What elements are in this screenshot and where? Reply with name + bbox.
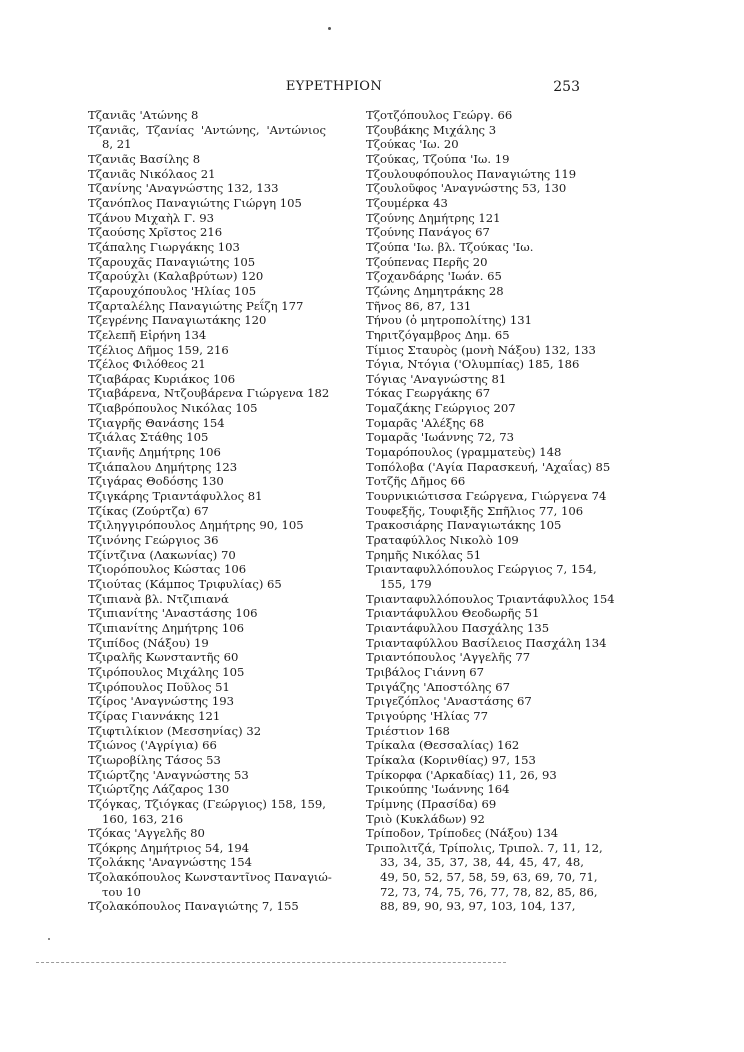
index-entry-text: Τζαρουχόπουλος 'Ηλίας 105 xyxy=(88,283,257,298)
index-entry xyxy=(88,870,332,899)
index-entry xyxy=(88,108,326,123)
index-entry xyxy=(88,255,326,270)
index-entry-text: Τομαρᾶς 'Αλέξης 68 xyxy=(366,415,485,430)
index-entry xyxy=(88,797,326,826)
index-entry xyxy=(366,269,584,284)
index-entry xyxy=(88,562,326,577)
index-entry xyxy=(88,841,326,856)
index-entry xyxy=(88,899,326,914)
index-entry-continuation: 49, 50, 52, 57, 58, 59, 63, 69, 70, 71, xyxy=(380,870,598,885)
index-entry xyxy=(88,401,326,416)
index-entry-continuation: του 10 xyxy=(102,884,141,899)
index-entry-text: Τρικούπης 'Ιωάννης 164 xyxy=(366,782,510,797)
index-entry-text: Τζιορόπουλος Κώστας 106 xyxy=(88,562,247,577)
index-entry-text: Τζούπενας Περῆς 20 xyxy=(366,254,488,269)
index-entry xyxy=(88,152,326,167)
index-entry-text: Τζαρουχᾶς Παναγιώτης 105 xyxy=(88,254,256,269)
index-entry-text: Τριβάλος Γιάννη 67 xyxy=(366,664,485,679)
index-entry xyxy=(88,181,326,196)
index-entry xyxy=(88,606,326,621)
index-entry-text: Τζίντζινα (Λακωνίας) 70 xyxy=(88,547,236,562)
index-entry xyxy=(366,797,584,812)
index-entry xyxy=(366,152,584,167)
index-entry-text: Τζανίνης 'Αναγνώστης 132, 133 xyxy=(88,181,279,196)
index-entry-text: Τζανιᾶς, Τζανίας 'Αντώνης, 'Αντώνιος xyxy=(88,122,326,137)
index-entry-text: Τομαζάκης Γεώργιος 207 xyxy=(366,401,516,416)
index-entry-text: Τζανόπλος Παναγιώτης Γιώργη 105 xyxy=(88,195,302,210)
index-entry-text: Τζουλουφόπουλος Παναγιώτης 119 xyxy=(366,166,577,181)
page-title: ΕΥΡΕΤΗΡΙΟΝ xyxy=(285,79,383,94)
index-entry-text: Τραταφύλλος Νικολὸ 109 xyxy=(366,533,519,548)
index-entry-text: Τζανιᾶς Νικόλαος 21 xyxy=(88,166,216,181)
index-entry xyxy=(366,386,584,401)
index-entry xyxy=(88,533,326,548)
scan-artifact-rule xyxy=(36,962,506,963)
index-entry xyxy=(88,504,326,519)
index-entry xyxy=(88,680,326,695)
index-entry-text: Τζιαβάρας Κυριάκος 106 xyxy=(88,371,236,386)
index-entry-text: Τζιληγγιρόπουλος Δημήτρης 90, 105 xyxy=(88,518,304,533)
index-entry-text: Τριέστιον 168 xyxy=(366,723,450,738)
index-entry xyxy=(366,768,584,783)
index-entry-text: Τζιφτιλίκιον (Μεσσηνίας) 32 xyxy=(88,723,262,738)
index-entry xyxy=(366,211,584,226)
index-entry xyxy=(366,518,584,533)
index-entry xyxy=(88,386,330,401)
index-entry-text: Τζιπιανὰ βλ. Ντζιπιανά xyxy=(88,591,229,606)
index-entry-text: Τζιαβρόπουλος Νικόλας 105 xyxy=(88,401,258,416)
index-entry xyxy=(366,401,584,416)
index-entry xyxy=(366,489,607,504)
index-entry xyxy=(366,621,584,636)
index-entry xyxy=(88,855,326,870)
index-entry xyxy=(366,459,611,475)
index-entry-text: Τομαρόπουλος (γραμματεὺς) 148 xyxy=(366,445,562,460)
index-entry xyxy=(88,768,326,783)
index-entry xyxy=(366,225,584,240)
index-entry-text: Τζανιᾶς 'Ατώνης 8 xyxy=(88,108,199,122)
index-entry-text: Τουρνικιώτισσα Γεώργενα, Γιώργενα 74 xyxy=(366,489,607,504)
index-entry-text: Τζώνης Δημητράκης 28 xyxy=(366,283,504,298)
index-entry-text: Τζολάκης 'Αναγνώστης 154 xyxy=(88,855,252,870)
index-entry xyxy=(366,196,584,211)
index-entry xyxy=(366,108,584,123)
index-entry xyxy=(366,724,584,739)
index-entry-text: Τρίκαλα (Κορινθίας) 97, 153 xyxy=(366,752,536,767)
index-entry-text: Τριαντάφυλλου Πασχάλης 135 xyxy=(366,620,550,635)
index-entry-text: Τζαρούχλι (Καλαβρύτων) 120 xyxy=(88,269,264,284)
index-entry-continuation: 8, 21 xyxy=(102,137,132,152)
index-entry xyxy=(88,416,326,431)
index-entry xyxy=(88,313,326,328)
index-entry xyxy=(88,636,326,651)
index-entry-text: Τριανταφυλλόπουλος Γεώργιος 7, 154, xyxy=(366,562,597,577)
index-entry-text: Τριγάζης 'Αποστόλης 67 xyxy=(366,679,510,694)
index-entry-text: Τριγεζόπλος 'Αναστάσης 67 xyxy=(366,694,532,709)
index-entry-text: Τριγούρης 'Ηλίας 77 xyxy=(366,708,488,723)
index-entry xyxy=(366,562,597,591)
index-entry-continuation: 33, 34, 35, 37, 38, 44, 45, 47, 48, xyxy=(380,855,584,870)
index-entry xyxy=(366,372,584,387)
index-entry xyxy=(366,342,596,358)
index-entry-text: Τζόγκας, Τζιόγκας (Γεώργιος) 158, 159, xyxy=(88,796,326,811)
index-entry-continuation: 88, 89, 90, 93, 97, 103, 104, 137, xyxy=(380,899,576,914)
index-entry-text: Τόκας Γεωργάκης 67 xyxy=(366,386,491,401)
index-entry-text: Τζιρόπουλος Μιχάλης 105 xyxy=(88,664,245,679)
index-entry xyxy=(88,430,326,445)
index-entry xyxy=(88,518,326,533)
index-entry xyxy=(366,665,584,680)
index-entry-text: Τζοτζόπουλος Γεώργ. 66 xyxy=(366,108,513,122)
index-entry xyxy=(366,445,584,460)
index-entry-text: Τζούπα 'Ιω. βλ. Τζούκας 'Ιω. xyxy=(366,239,534,254)
index-entry xyxy=(88,372,326,387)
index-entry xyxy=(88,196,326,211)
index-entry-text: Τήνου (ὁ μητροπολίτης) 131 xyxy=(366,313,533,328)
index-entry-text: Τζούκας, Τζούπα 'Ιω. 19 xyxy=(366,151,510,166)
index-entry xyxy=(366,123,584,138)
page-speck xyxy=(48,938,50,940)
index-entry xyxy=(88,782,326,797)
index-entry xyxy=(366,137,584,152)
index-entry xyxy=(88,650,326,665)
index-entry xyxy=(366,826,584,841)
index-entry xyxy=(88,489,326,504)
index-entry xyxy=(88,211,326,226)
index-entry-text: Τζιούτας (Κάμπος Τριφυλίας) 65 xyxy=(88,577,282,591)
index-entry xyxy=(366,738,584,753)
index-entry-continuation: 155, 179 xyxy=(380,577,432,591)
index-entry xyxy=(366,840,603,914)
index-entry xyxy=(88,577,326,592)
index-entry-text: Τρακοσιάρης Παναγιωτάκης 105 xyxy=(366,518,562,533)
index-entry xyxy=(366,709,584,724)
index-entry xyxy=(366,181,584,196)
index-entry xyxy=(88,621,326,636)
index-entry-text: Τζελεπῆ Εἰρήνη 134 xyxy=(88,327,207,342)
index-entry-text: Τζίρας Γιαννάκης 121 xyxy=(88,708,221,723)
index-entry xyxy=(88,724,326,739)
index-entry xyxy=(366,635,607,651)
index-entry-text: Τζέλιος Δῆμος 159, 216 xyxy=(88,342,229,357)
index-entry-text: Τῆνος 86, 87, 131 xyxy=(366,298,472,313)
index-entry-text: Τζίκας (Ζούρτζα) 67 xyxy=(88,503,209,518)
index-entry xyxy=(366,680,584,695)
index-entry xyxy=(366,548,584,563)
running-header xyxy=(88,79,580,99)
index-entry-text: Τοπόλοβα ('Αγία Παρασκευή, 'Αχαΐας) 85 xyxy=(366,459,611,474)
index-entry-text: Τζόκρης Δημήτριος 54, 194 xyxy=(88,840,250,855)
index-entry-text: Τζουμέρκα 43 xyxy=(366,195,448,210)
index-entry-text: Τριὸ (Κυκλάδων) 92 xyxy=(366,811,485,826)
index-entry-text: Τζέλος Φιλόθεος 21 xyxy=(88,357,206,372)
index-entry xyxy=(366,533,584,548)
index-entry-text: Τζιωροβίλης Τάσος 53 xyxy=(88,752,221,767)
index-entry xyxy=(88,592,326,607)
index-entry-continuation: 72, 73, 74, 75, 76, 77, 78, 82, 85, 86, xyxy=(380,884,598,899)
index-entry-text: Τζιπιανίτης Δημήτρης 106 xyxy=(88,620,244,635)
index-entry xyxy=(366,650,584,665)
index-entry xyxy=(88,665,326,680)
index-entry-text: Τρίκορφα ('Αρκαδίας) 11, 26, 93 xyxy=(366,767,557,782)
index-entry xyxy=(366,430,584,445)
index-entry-text: Τζαούσης Χρῖστος 216 xyxy=(88,225,223,240)
index-entry-text: Τζιρόπουλος Ποῦλος 51 xyxy=(88,679,230,694)
index-entry-text: Τζιπίδος (Νάξου) 19 xyxy=(88,635,209,650)
index-entry xyxy=(88,299,326,314)
index-entry xyxy=(366,284,584,299)
index-entry xyxy=(366,416,584,431)
index-entry xyxy=(88,709,326,724)
index-entry xyxy=(366,357,584,372)
index-entry-text: Τζούνης Πανάγος 67 xyxy=(366,225,490,240)
index-entry xyxy=(366,753,584,768)
index-entry-text: Τζιγάρας Θοδόσης 130 xyxy=(88,474,224,489)
index-entry-text: Τρίκαλα (Θεσσαλίας) 162 xyxy=(366,738,520,753)
index-entry-text: Τζάπαλης Γιωργάκης 103 xyxy=(88,239,240,254)
index-column-left xyxy=(88,108,332,914)
index-entry-text: Τζολακόπουλος Κωνσταντῖνος Παναγιώ- xyxy=(88,870,332,885)
index-entry-text: Τζιραλῆς Κωνσταντῆς 60 xyxy=(88,650,239,665)
index-entry-text: Τζιάπαλου Δημήτρης 123 xyxy=(88,459,238,474)
index-entry-text: Τρίμνης (Πρασίδα) 69 xyxy=(366,796,497,811)
index-entry-text: Τομαρᾶς 'Ιωάννης 72, 73 xyxy=(366,430,515,445)
index-entry xyxy=(88,328,326,343)
index-entry-text: Τζιανῆς Δημήτρης 106 xyxy=(88,445,221,460)
index-entry-text: Τοτζῆς Δῆμος 66 xyxy=(366,474,466,489)
index-entry-text: Τζανιᾶς Βασίλης 8 xyxy=(88,151,201,166)
index-entry xyxy=(88,738,326,753)
index-entry-text: Τριαντόπουλος 'Αγγελῆς 77 xyxy=(366,650,531,665)
index-entry-text: Τριαντάφυλλου Θεοδωρῆς 51 xyxy=(366,606,540,621)
index-entry-text: Τριανταφύλλου Βασίλειος Πασχάλη 134 xyxy=(366,635,607,650)
index-entry-continuation: 160, 163, 216 xyxy=(102,811,184,826)
index-entry-text: Τρίποδον, Τρίποδες (Νάξου) 134 xyxy=(366,826,559,841)
index-entry-text: Τζιπιανίτης 'Αναστάσης 106 xyxy=(88,606,258,621)
index-entry-text: Τζιγκάρης Τριαντάφυλλος 81 xyxy=(88,489,263,504)
index-entry xyxy=(366,255,584,270)
index-entry-text: Τριπολιτζά, Τρίπολις, Τριπολ. 7, 11, 12, xyxy=(366,840,603,855)
index-entry-text: Τζίρος 'Αναγνώστης 193 xyxy=(88,694,234,709)
index-entry-text: Τζαρταλέλης Παναγιώτης Ρεΐζη 177 xyxy=(88,298,304,313)
index-entry-text: Τζιαβάρενα, Ντζουβάρενα Γιώργενα 182 xyxy=(88,386,330,401)
index-entry xyxy=(366,167,584,182)
index-entry xyxy=(366,591,615,607)
index-column-right xyxy=(366,108,615,914)
index-entry-text: Τζιώρτζης 'Αναγνώστης 53 xyxy=(88,767,249,782)
index-entry-text: Τζιαγρῆς Θανάσης 154 xyxy=(88,415,225,430)
page-speck xyxy=(328,27,331,30)
index-entry xyxy=(88,357,326,372)
index-entry xyxy=(88,343,326,358)
index-entry xyxy=(88,474,326,489)
index-entry xyxy=(366,694,584,709)
index-entry xyxy=(88,167,326,182)
index-entry xyxy=(88,225,326,240)
index-entry xyxy=(88,269,326,284)
index-entry xyxy=(88,460,326,475)
page-number: 253 xyxy=(553,79,580,95)
index-entry-text: Τζοχανδάρης 'Ιωάν. 65 xyxy=(366,269,502,284)
index-entry xyxy=(88,284,326,299)
index-entry xyxy=(88,123,326,152)
index-entry xyxy=(366,504,584,519)
index-entry xyxy=(366,812,584,827)
index-entry-text: Τζιώνος ('Αγρίγια) 66 xyxy=(88,738,217,753)
index-entry-text: Τηριτζόγαμβρος Δημ. 65 xyxy=(366,327,510,342)
index-entry-text: Τζουβάκης Μιχάλης 3 xyxy=(366,122,497,137)
index-entry-text: Τζούκας 'Ιω. 20 xyxy=(366,137,459,152)
index-entry xyxy=(366,782,584,797)
index-entry xyxy=(88,240,326,255)
index-entry-text: Τζιάλας Στάθης 105 xyxy=(88,430,209,445)
index-entry xyxy=(88,694,326,709)
index-entry xyxy=(366,299,584,314)
index-entry xyxy=(88,445,326,460)
index-entry-text: Τζινόνης Γεώργιος 36 xyxy=(88,533,219,548)
index-entry-text: Τουφεξῆς, Τουφιξῆς Σπῆλιος 77, 106 xyxy=(366,503,584,518)
index-entry-text: Τριανταφυλλόπουλος Τριαντάφυλλος 154 xyxy=(366,591,615,606)
index-entry-text: Τζόκας 'Αγγελῆς 80 xyxy=(88,826,205,841)
index-entry-text: Τζεγρένης Παναγιωτάκης 120 xyxy=(88,313,267,328)
index-entry-text: Τζολακόπουλος Παναγιώτης 7, 155 xyxy=(88,899,299,914)
index-entry-text: Τζουλοῦφος 'Αναγνώστης 53, 130 xyxy=(366,181,567,196)
index-entry xyxy=(88,753,326,768)
index-entry-text: Τζάνου Μιχαὴλ Γ. 93 xyxy=(88,210,215,225)
index-entry xyxy=(366,240,584,255)
index-entry xyxy=(88,548,326,563)
index-entry xyxy=(366,313,584,328)
index-entry-text: Τόγιας 'Αναγνώστης 81 xyxy=(366,371,507,386)
index-entry xyxy=(366,328,584,343)
index-entry-text: Τρημῆς Νικόλας 51 xyxy=(366,547,482,562)
index-entry-text: Τόγια, Ντόγια ('Ολυμπίας) 185, 186 xyxy=(366,357,580,372)
index-entry xyxy=(366,606,584,621)
index-entry xyxy=(88,826,326,841)
index-entry-text: Τίμιος Σταυρὸς (μονὴ Νάξου) 132, 133 xyxy=(366,342,596,357)
index-entry xyxy=(366,474,584,489)
index-entry-text: Τζούνης Δημήτρης 121 xyxy=(366,210,501,225)
index-entry-text: Τζιώρτζης Λάζαρος 130 xyxy=(88,782,230,797)
